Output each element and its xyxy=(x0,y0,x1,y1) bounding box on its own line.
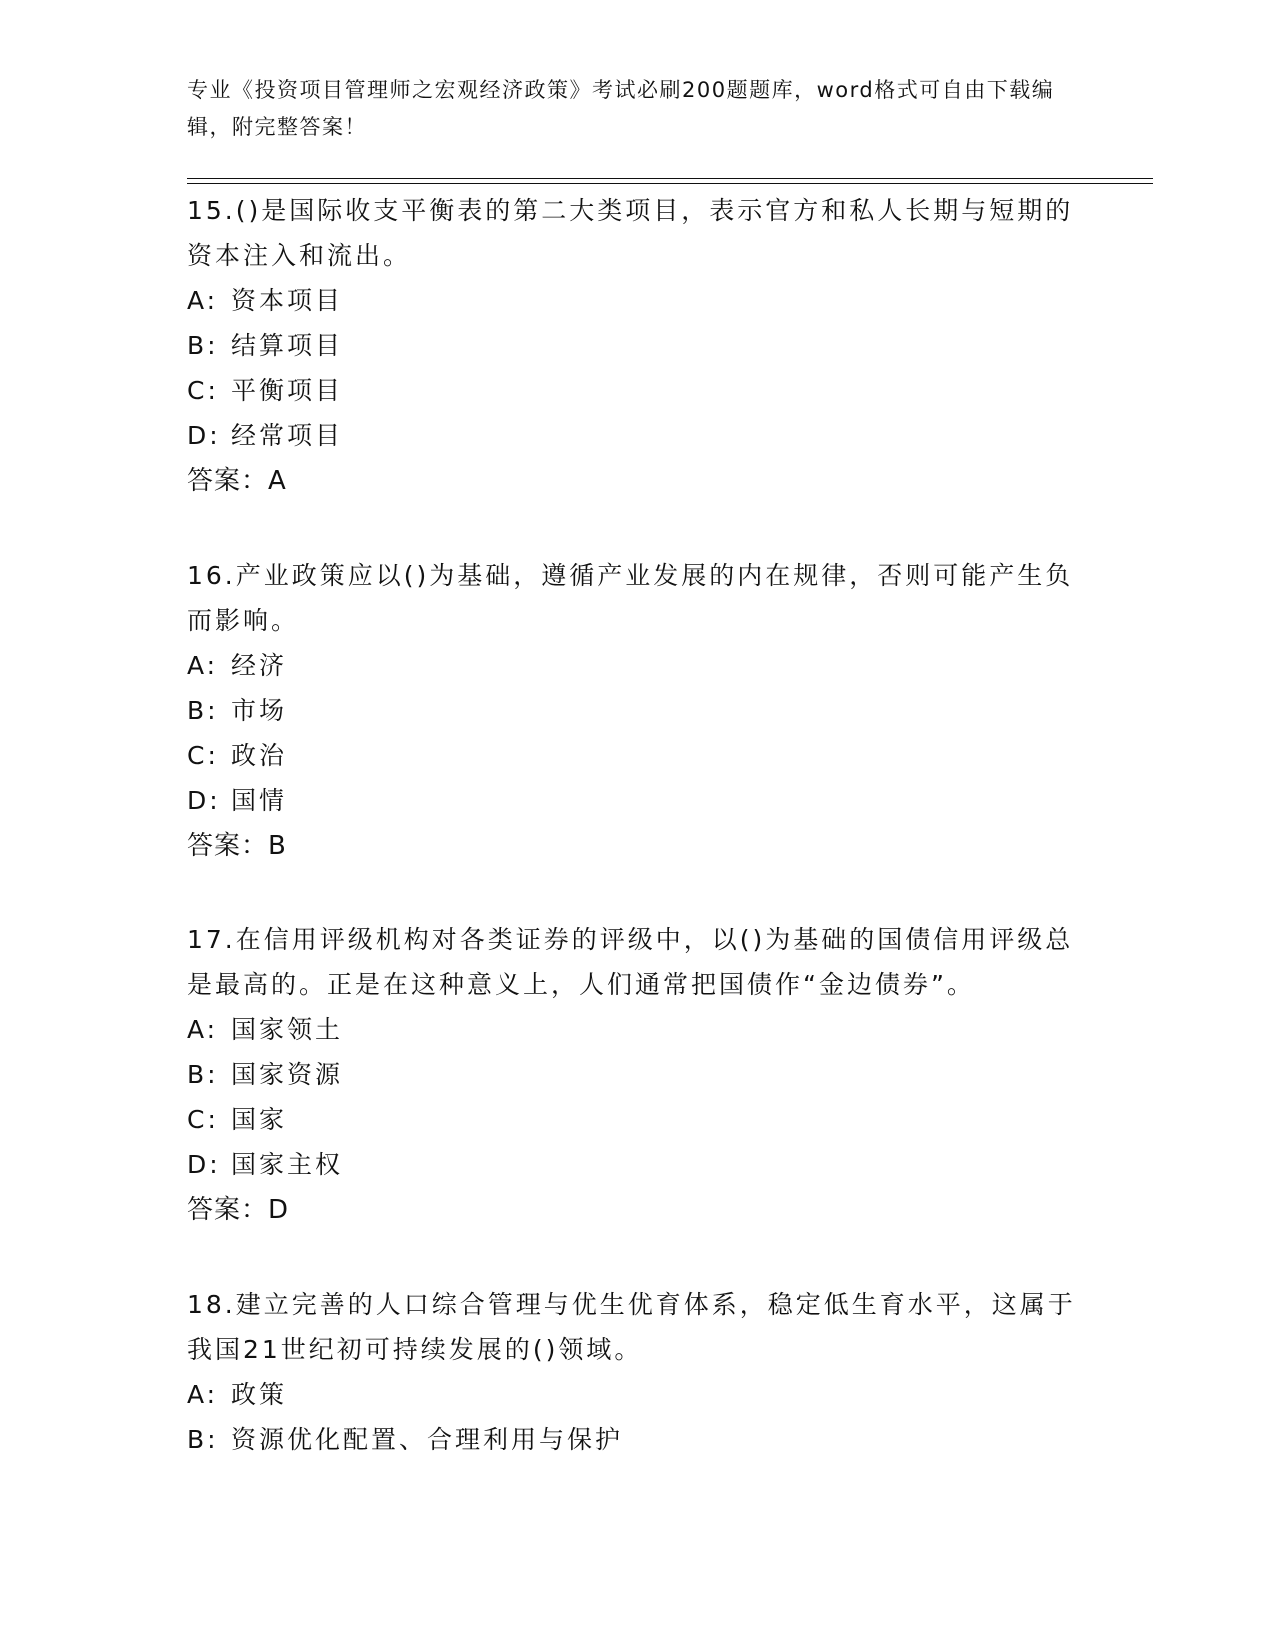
option-c xyxy=(187,368,1087,413)
option-text: 平衡项目 xyxy=(231,376,344,405)
option-letter: B: xyxy=(187,1060,219,1089)
header-divider-bottom xyxy=(187,183,1153,184)
option-text: 国家资源 xyxy=(231,1060,344,1089)
option-text: 市场 xyxy=(231,696,288,725)
option-letter: A: xyxy=(187,286,219,315)
question-stem: 16.产业政策应以()为基础，遵循产业发展的内在规律，否则可能产生负而影响。 xyxy=(187,561,1074,635)
option-a xyxy=(187,278,1087,323)
header-text: 专业《投资项目管理师之宏观经济政策》考试必刷200题题库，word格式可自由下载编辑，附完整答案！ xyxy=(187,78,1055,139)
question-stem: 18.建立完善的人口综合管理与优生优育体系，稳定低生育水平，这属于我国21世纪初可持续发展的()领域。 xyxy=(187,1290,1076,1364)
option-text: 资本项目 xyxy=(231,286,344,315)
option-text: 资源优化配置、合理利用与保护 xyxy=(231,1425,624,1454)
option-a xyxy=(187,643,1087,688)
option-text: 国情 xyxy=(231,786,288,815)
option-letter: B: xyxy=(187,1425,219,1454)
question-16 xyxy=(187,553,1087,869)
question-18 xyxy=(187,1282,1087,1462)
option-letter: A: xyxy=(187,1015,219,1044)
option-letter: B: xyxy=(187,331,219,360)
option-b xyxy=(187,1417,1087,1462)
option-text: 国家领土 xyxy=(231,1015,344,1044)
option-b xyxy=(187,688,1087,733)
option-b xyxy=(187,323,1087,368)
option-letter: A: xyxy=(187,651,219,680)
answer: 答案：D xyxy=(187,1195,290,1225)
option-letter: D: xyxy=(187,1150,221,1179)
answer: 答案：A xyxy=(187,466,287,496)
option-d xyxy=(187,1142,1087,1187)
option-letter: D: xyxy=(187,421,221,450)
header-divider-top xyxy=(187,178,1153,179)
option-text: 政策 xyxy=(231,1380,288,1409)
question-stem: 15.()是国际收支平衡表的第二大类项目，表示官方和私人长期与短期的资本注入和流出。 xyxy=(187,196,1074,270)
option-d xyxy=(187,778,1087,823)
option-text: 经常项目 xyxy=(231,421,344,450)
option-a xyxy=(187,1007,1087,1052)
option-d xyxy=(187,413,1087,458)
option-text: 国家 xyxy=(231,1105,288,1134)
option-letter: D: xyxy=(187,786,221,815)
question-17 xyxy=(187,917,1087,1233)
option-text: 政治 xyxy=(231,741,288,770)
option-a xyxy=(187,1372,1087,1417)
option-c xyxy=(187,1097,1087,1142)
option-text: 结算项目 xyxy=(231,331,344,360)
option-letter: B: xyxy=(187,696,219,725)
question-stem: 17.在信用评级机构对各类证券的评级中，以()为基础的国债信用评级总是最高的。正是在这种意义上，人们通常把国债作“金边债券”。 xyxy=(187,925,1074,999)
option-c xyxy=(187,733,1087,778)
option-letter: C: xyxy=(187,741,219,770)
option-letter: A: xyxy=(187,1380,219,1409)
document-header xyxy=(187,72,1087,146)
option-letter: C: xyxy=(187,376,219,405)
option-text: 国家主权 xyxy=(231,1150,344,1179)
option-text: 经济 xyxy=(231,651,288,680)
option-letter: C: xyxy=(187,1105,219,1134)
question-15 xyxy=(187,188,1087,504)
option-b xyxy=(187,1052,1087,1097)
answer: 答案：B xyxy=(187,831,287,861)
